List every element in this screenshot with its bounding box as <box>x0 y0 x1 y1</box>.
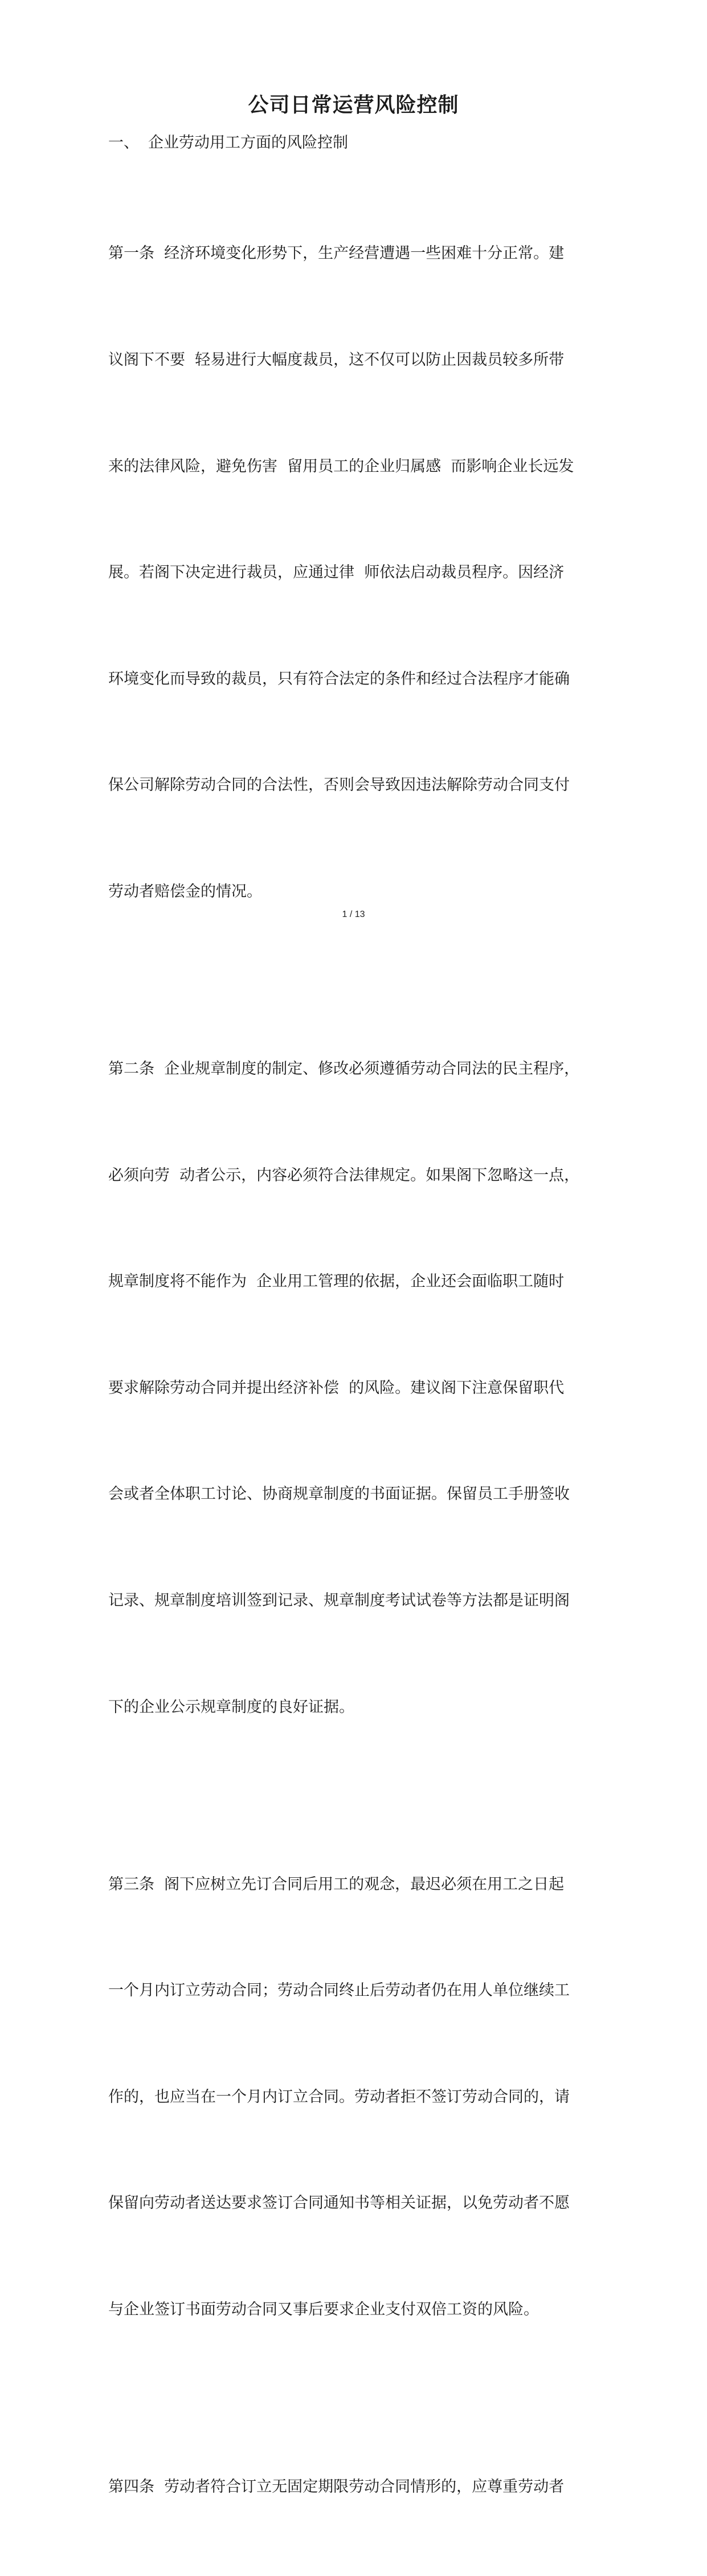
text-line: 作的，也应当在一个月内订立合同。劳动者拒不签订劳动合同的，请 <box>108 2088 570 2106</box>
page-number: 1 / 13 <box>342 910 365 919</box>
document-body <box>108 165 604 2576</box>
text-line: 保留向劳动者送达要求签订合同通知书等相关证据，以免劳动者不愿 <box>108 2194 570 2212</box>
text-line: 展。若阁下决定进行裁员，应通过律 师依法启动裁员程序。因经济 <box>108 564 565 582</box>
text-line: 劳动者赔偿金的情况。 <box>108 882 262 900</box>
text-line: 要求解除劳动合同并提出经济补偿 的风险。建议阁下注意保留职代 <box>108 1379 565 1397</box>
section-number: 一、 <box>108 134 139 152</box>
paragraph-article-1 <box>108 165 604 981</box>
text-line: 议阁下不要 轻易进行大幅度裁员，这不仅可以防止因裁员较多所带 <box>108 351 565 369</box>
text-line: 与企业签订书面劳动合同又事后要求企业支付双倍工资的风险。 <box>108 2300 539 2318</box>
paragraph-article-4 <box>108 2399 604 2576</box>
text-line: 保公司解除劳动合同的合法性，否则会导致因违法解除劳动合同支付 <box>108 776 570 794</box>
text-line: 必须向劳 动者公示，内容必须符合法律规定。如果阁下忽略这一点， <box>108 1166 580 1184</box>
text-line: 第四条 劳动者符合订立无固定期限劳动合同情形的，应尊重劳动者 <box>108 2477 565 2496</box>
text-line: 下的企业公示规章制度的良好证据。 <box>108 1698 354 1716</box>
text-line: 记录、规章制度培训签到记录、规章制度考试试卷等方法都是证明阁 <box>108 1591 570 1609</box>
text-line: 会或者全体职工讨论、协商规章制度的书面证据。保留员工手册签收 <box>108 1485 570 1503</box>
text-line: 来的法律风险，避免伤害 留用员工的企业归属感 而影响企业长远发 <box>108 457 574 475</box>
text-line: 规章制度将不能作为 企业用工管理的依据，企业还会面临职工随时 <box>108 1273 565 1291</box>
paragraph-article-3 <box>108 1796 604 2398</box>
text-line: 环境变化而导致的裁员，只有符合法定的条件和经过合法程序才能确 <box>108 670 570 688</box>
section-heading-text: 企业劳动用工方面的风险控制 <box>148 134 348 152</box>
paragraph-article-2 <box>108 981 604 1796</box>
text-line: 第一条 经济环境变化形势下，生产经营遭遇一些困难十分正常。建 <box>108 244 565 263</box>
document-title: 公司日常运营风险控制 <box>248 93 459 117</box>
text-line: 第三条 阁下应树立先订合同后用工的观念，最迟必须在用工之日起 <box>108 1875 565 1893</box>
text-line: 第二条 企业规章制度的制定、修改必须遵循劳动合同法的民主程序， <box>108 1059 580 1078</box>
section-heading <box>108 129 348 157</box>
text-line: 一个月内订立劳动合同；劳动合同终止后劳动者仍在用人单位继续工 <box>108 1982 570 2000</box>
